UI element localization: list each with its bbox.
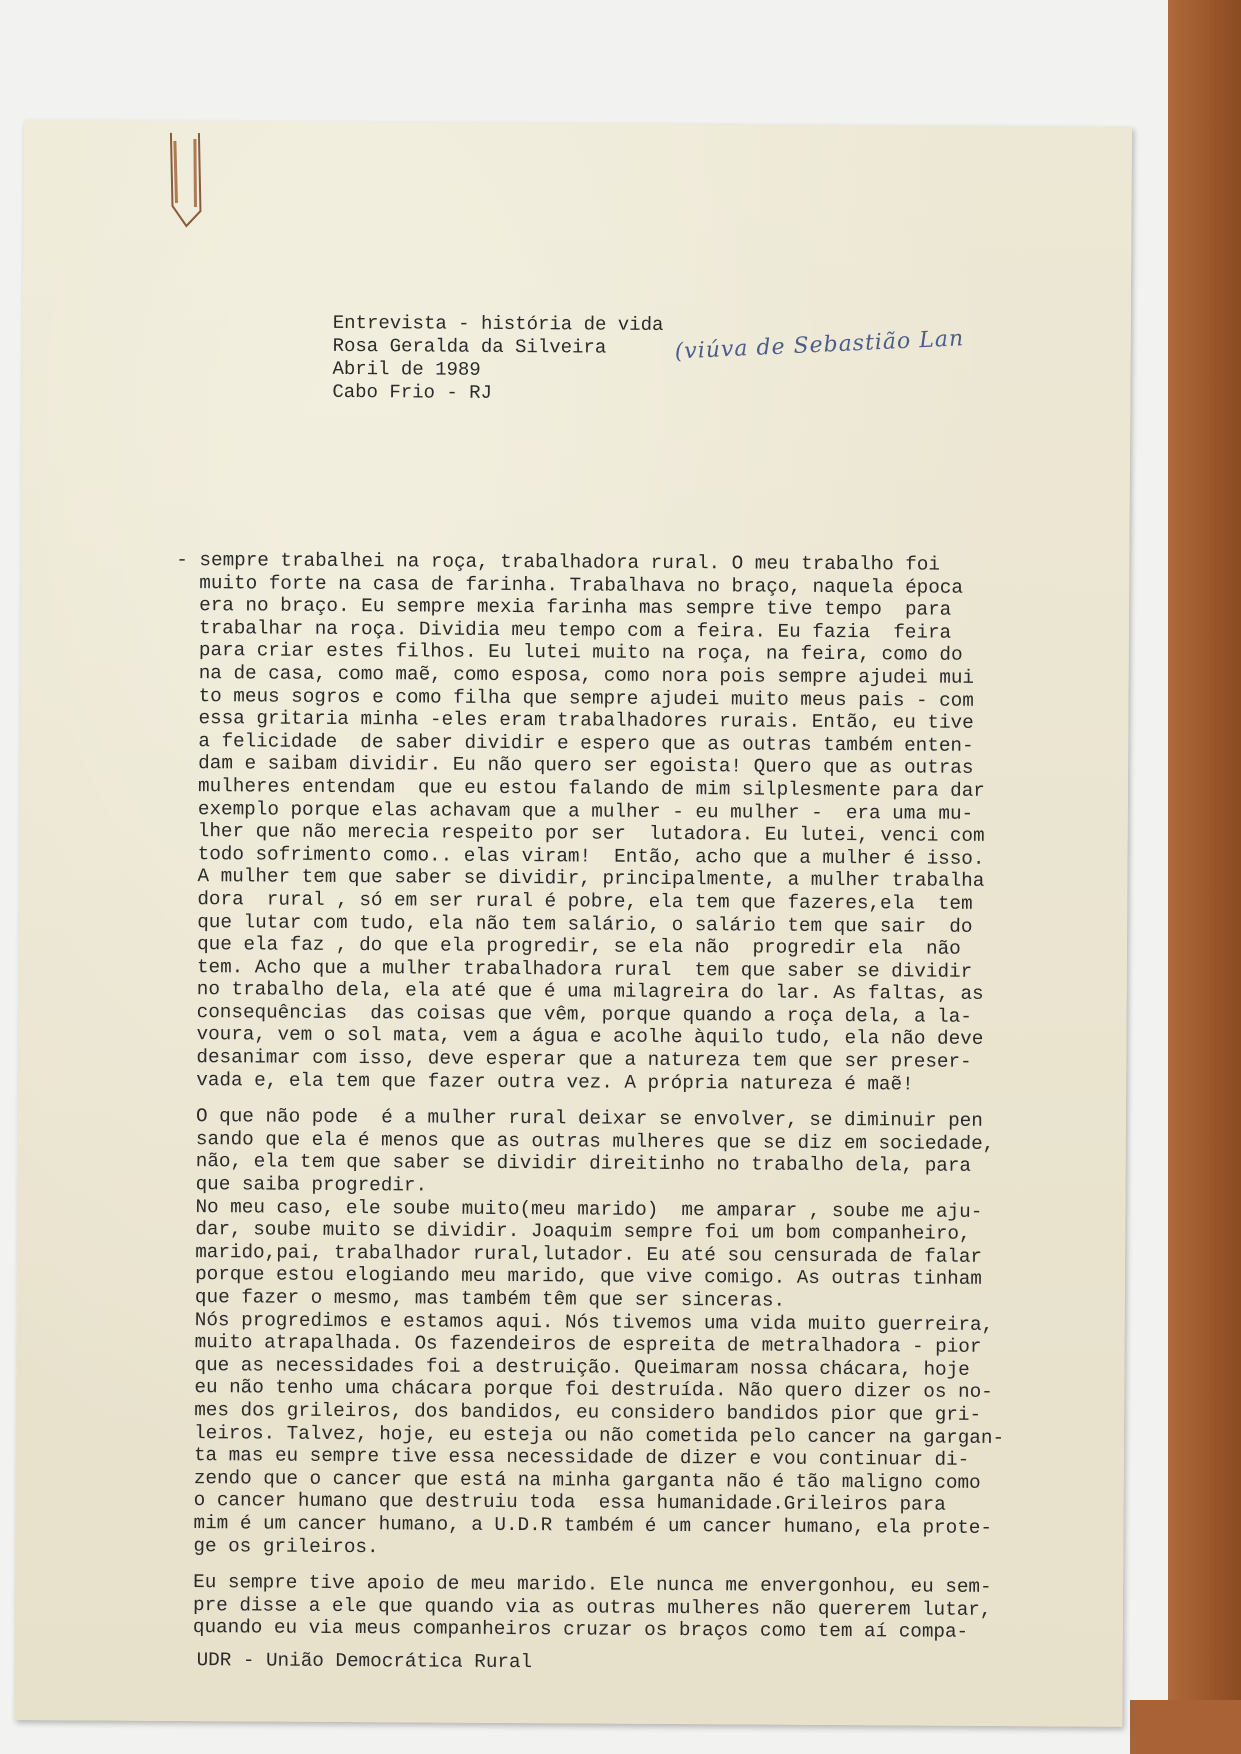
transcript-paragraph: [173, 549, 1136, 1097]
transcript-line: Eu sempre tive apoio de meu marido. Ele nunca me envergonhou, eu sem-: [170, 1571, 992, 1599]
wooden-surface: [1168, 0, 1241, 1754]
transcript-line: essa gritaria minha -eles eram trabalhadores rurais. Então, eu tive: [175, 707, 974, 734]
transcript-line: trabalhar na roça. Dividia meu tempo com a feira. Eu fazia feira: [175, 616, 952, 644]
transcript-line: mes dos grileiros, dos bandidos, eu considero bandidos pior que gri-: [171, 1398, 982, 1426]
transcript-line: exemplo porque elas achavam que a mulher - eu mulher - era uma mu-: [174, 797, 974, 825]
transcript-line: na de casa, como maẽ, como esposa, como nora pois sempre ajudei mui: [175, 661, 975, 689]
handwritten-annotation: (viúva de Sebastião Lan: [674, 326, 965, 365]
transcript-line: A mulher tem que saber se dividir, principalmente, a mulher trabalha: [174, 865, 985, 893]
transcript-line: leiros. Talvez, hoje, eu esteja ou não cometida pelo cancer na gargan-: [170, 1421, 1005, 1449]
interview-title: Entrevista - história de vida: [332, 311, 664, 336]
transcript-line: eu não tenho uma chácara porque foi destruída. Não quero dizer os no-: [171, 1376, 993, 1404]
transcript-line: dar, soube muito se dividir. Joaquim sempre foi um bom companheiro,: [172, 1218, 971, 1246]
transcript-line: to meus sogros e como filha que sempre ajudei muito meus pais - com: [175, 684, 974, 712]
transcript-line: que fazer o mesmo, mas também têm que ser sinceras.: [171, 1285, 786, 1312]
transcript-line: não, ela tem que saber se dividir direitinho no trabalho dela, para: [172, 1150, 972, 1178]
interview-transcript: [170, 549, 1137, 1659]
transcript-line: desanimar com isso, deve esperar que a natureza tem que ser preser-: [173, 1045, 972, 1073]
transcript-line: sando que ela é menos que as outras mulheres que se diz em sociedade,: [172, 1127, 995, 1155]
transcript-line: que saiba progredir.: [172, 1172, 428, 1197]
transcript-line: mim é um cancer humano, a U.D.R também é um cancer humano, ela prote-: [170, 1511, 993, 1539]
transcript-line: muito forte na casa de farinha. Trabalhava no braço, naquela época: [176, 571, 964, 599]
wooden-surface-corner: [1130, 1700, 1241, 1754]
transcript-line: Nós progredimos e estamos aqui. Nós tivemos uma vida muito guerreira,: [171, 1308, 994, 1336]
transcript-line: O que não pode é a mulher rural deixar se envolver, se diminuir pen: [172, 1105, 983, 1133]
footnote-udr: UDR - União Democrática Rural: [196, 1649, 533, 1674]
transcript-line: que as necessidades foi a destruição. Queimaram nossa chácara, hoje: [171, 1353, 970, 1381]
transcript-line: que ela faz , do que ela progredir, se ela não progredir ela não: [173, 933, 961, 960]
staple-mark: [158, 131, 209, 241]
interview-place: Cabo Frio - RJ: [332, 380, 493, 404]
transcript-line: para criar estes filhos. Eu lutei muito na roça, na feira, como do: [175, 639, 963, 667]
transcript-line: todo sofrimento como.. elas viram! Então, acho que a mulher é isso.: [174, 842, 985, 870]
transcript-line: a felicidade de saber dividir e espero que as outras também enten-: [175, 729, 974, 757]
transcript-line: tem. Acho que a mulher trabalhadora rural tem que saber se dividir: [173, 955, 973, 983]
transcript-line: no trabalho dela, ela até que é uma milagreira do lar. As faltas, as: [173, 978, 984, 1006]
transcript-line: mulheres entendam que eu estou falando de mim silplesmente para dar: [174, 774, 985, 802]
transcript-line: que lutar com tudo, ela não tem salário, o salário tem que sair do: [174, 910, 973, 938]
transcript-line: lher que não merecia respeito por ser lutadora. Eu lutei, venci com: [174, 820, 985, 848]
transcript-line: quando eu via meus companheiros cruzar os braços como tem aí compa-: [169, 1616, 969, 1644]
transcript-line: marido,pai, trabalhador rural,lutador. Eu até sou censurada de falar: [172, 1240, 983, 1268]
transcript-paragraph: [170, 1105, 1133, 1563]
transcript-line: zendo que o cancer que está na minha garganta não é tão maligno como: [170, 1466, 981, 1494]
transcript-line: ta mas eu sempre tive essa necessidade de dizer e vou continuar di-: [170, 1444, 970, 1471]
transcript-line: pre disse a ele que quando via as outras mulheres não quererem lutar,: [169, 1593, 992, 1621]
transcript-line: dora rural , só em ser rural é pobre, ela tem que fazeres,ela tem: [174, 887, 973, 915]
transcript-line: era no braço. Eu sempre mexia farinha mas sempre tive tempo para: [175, 594, 952, 621]
interview-header: [332, 312, 663, 406]
transcript-line: voura, vem o sol mata, vem a água e acolhe àquilo tudo, ela não deve: [173, 1023, 984, 1051]
typewritten-page: [14, 120, 1132, 1727]
transcript-line: ge os grileiros.: [170, 1534, 379, 1558]
transcript-line: o cancer humano que destruiu toda essa humanidade.Grileiros para: [170, 1489, 946, 1517]
transcript-paragraph: [170, 1571, 1130, 1645]
transcript-line: - sempre trabalhei na roça, trabalhadora rural. O meu trabalho foi: [176, 548, 941, 576]
transcript-line: porque estou elogiando meu marido, que vive comigo. As outras tinham: [171, 1263, 982, 1291]
transcript-line: muito atrapalhada. Os fazendeiros de espreita de metralhadora - pior: [171, 1331, 982, 1359]
interview-date: Abril de 1989: [332, 357, 481, 381]
transcript-line: No meu caso, ele soube muito(meu marido) me amparar , soube me aju-: [172, 1195, 983, 1223]
transcript-line: consequências das coisas que vêm, porque quando a roça dela, a la-: [173, 1000, 972, 1028]
transcript-line: vada e, ela tem que fazer outra vez. A própria natureza é maẽ!: [173, 1068, 914, 1096]
interviewee-name: Rosa Geralda da Silveira: [332, 334, 607, 359]
transcript-line: dam e saibam dividir. Eu não quero ser egoista! Quero que as outras: [175, 752, 974, 780]
